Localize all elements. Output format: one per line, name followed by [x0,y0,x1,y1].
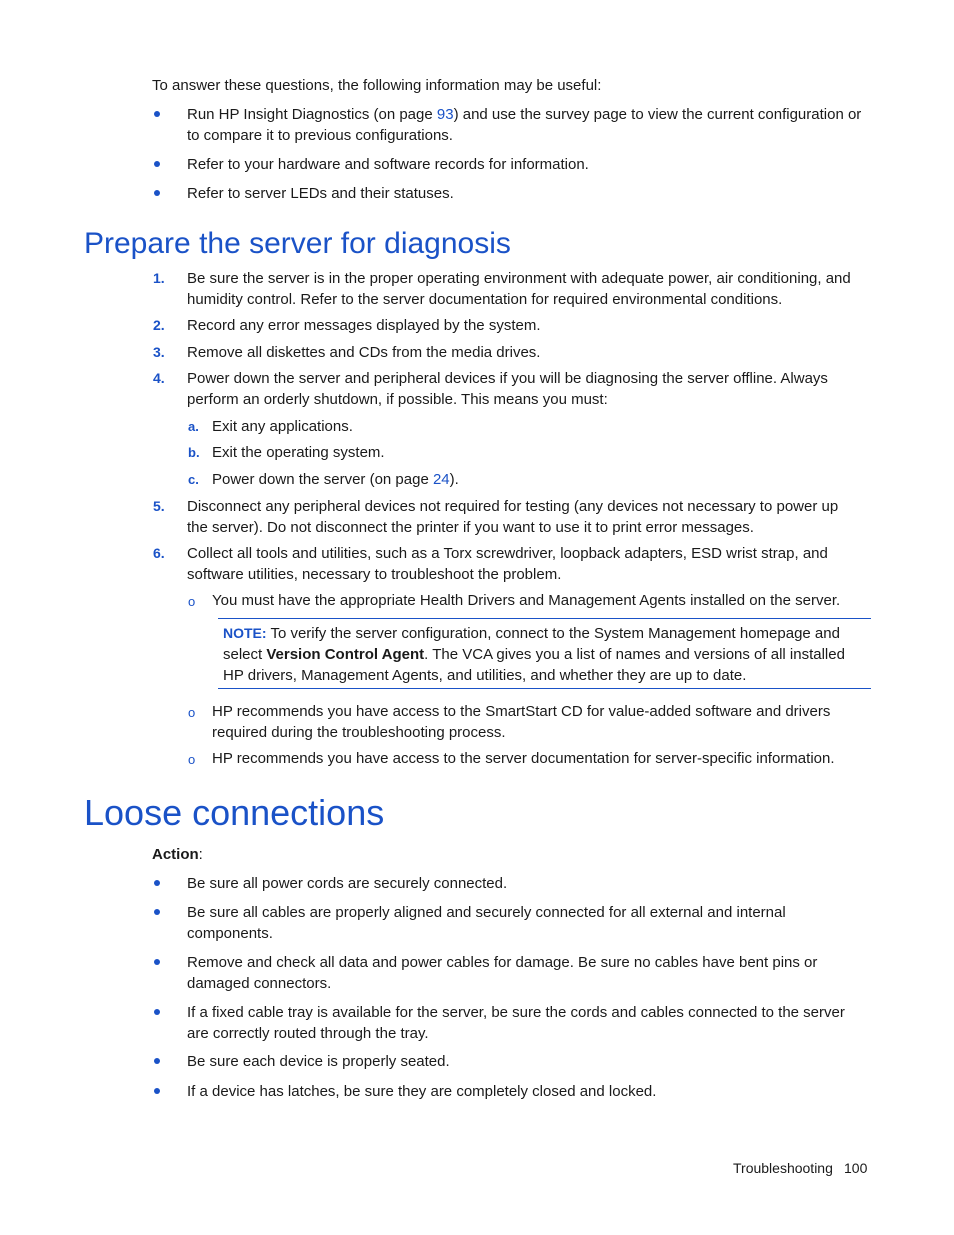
step-4-text: Power down the server and peripheral devices if you will be diagnosing the server offline. Always perform an orderly shutdown, if possible. This means you must: [187,370,828,408]
step-4c-text [212,469,852,490]
step-2-text: Record any error messages displayed by the system. [187,317,541,334]
step-3-text: Remove all diskettes and CDs from the media drives. [187,344,541,361]
loose-bullet-5: Be sure each device is properly seated. [187,1053,450,1070]
note-post: . The VCA gives you a list of names and versions of all installed HP drivers, Management Agents, and utilities, and whether they are up to date. [223,646,845,684]
action-label [152,844,203,865]
step-6-sub-3-text: HP recommends you have access to the server documentation for server-specific information. [212,750,835,767]
step-4c-pre: Power down the server (on page [212,471,433,488]
sub-bullet-icon: o [188,705,196,720]
step-4a-text: Exit any applications. [212,418,353,435]
bullet-icon [154,880,160,886]
substep-letter: c. [188,472,199,487]
bullet-icon [154,111,160,117]
loose-bullet-4: If a fixed cable tray is available for the server, be sure the cords and cables connected to the server are correctly routed through the tray. [187,1004,845,1042]
loose-bullet-6: If a device has latches, be sure they are completely closed and locked. [187,1083,657,1100]
substep-letter: a. [188,419,199,434]
note-box [218,618,871,689]
step-6-sub-1-text: You must have the appropriate Health Drivers and Management Agents installed on the server. [212,592,841,609]
section-heading-prepare: Prepare the server for diagnosis [84,227,511,260]
bullet-icon [154,909,160,915]
step-number: 3. [153,344,165,360]
note-label: NOTE: [223,625,267,641]
page-link-93[interactable]: 93 [436,106,454,123]
note-bold: Version Control Agent [266,646,425,663]
section-heading-loose: Loose connections [84,792,385,833]
action-colon: : [198,846,203,863]
intro-bullet-2: Refer to your hardware and software records for information. [187,156,589,173]
sub-bullet-icon: o [188,594,196,609]
bullet-icon [154,1009,160,1015]
page-link-24[interactable]: 24 [432,471,450,488]
intro-bullet-3: Refer to server LEDs and their statuses. [187,185,454,202]
step-6-sub-2-text: HP recommends you have access to the SmartStart CD for value-added software and drivers required during the troubleshooting process. [212,703,831,741]
loose-bullet-3: Remove and check all data and power cables for damage. Be sure no cables have bent pins or damaged connectors. [187,954,818,992]
step-6-text: Collect all tools and utilities, such as a Torx screwdriver, loopback adapters, ESD wrist strap, and software utilities, necessary to troubleshoot the problem. [187,545,828,583]
step-4c-post: ). [449,471,459,488]
step-4b-text: Exit the operating system. [212,444,385,461]
step-number: 6. [153,545,165,561]
substep-letter: b. [188,445,200,460]
page-number: 100 [844,1160,868,1176]
bullet-icon [154,190,160,196]
step-5-text: Disconnect any peripheral devices not required for testing (any devices not necessary to power up the server). Do not disconnect the printer if you want to use it to print error messages. [187,498,839,536]
step-1-text: Be sure the server is in the proper operating environment with adequate power, air conditioning, and humidity control. Refer to the server documentation for required environmental conditions. [187,270,851,308]
step-number: 2. [153,317,165,333]
intro-bullet-1-post: ) and use the survey page to view the current configuration or to compare it to previous configurations. [187,106,862,144]
intro-bullet-1-pre: Run HP Insight Diagnostics (on page [187,106,437,123]
intro-bullet-1 [187,104,867,146]
step-number: 4. [153,370,165,386]
note-text [223,623,863,686]
page-footer [733,1158,833,1178]
note-pre: To verify the server configuration, connect to the System Management homepage and select [223,625,840,663]
action-label-bold: Action [152,846,199,863]
step-number: 1. [153,270,165,286]
sub-bullet-icon: o [188,752,196,767]
footer-section: Troubleshooting [733,1160,833,1176]
intro-text: To answer these questions, the following information may be useful: [152,77,602,94]
bullet-icon [154,1088,160,1094]
step-number: 5. [153,498,165,514]
loose-bullet-2: Be sure all cables are properly aligned and securely connected for all external and internal components. [187,904,786,942]
bullet-icon [154,1058,160,1064]
loose-bullet-1: Be sure all power cords are securely connected. [187,875,508,892]
bullet-icon [154,959,160,965]
bullet-icon [154,161,160,167]
